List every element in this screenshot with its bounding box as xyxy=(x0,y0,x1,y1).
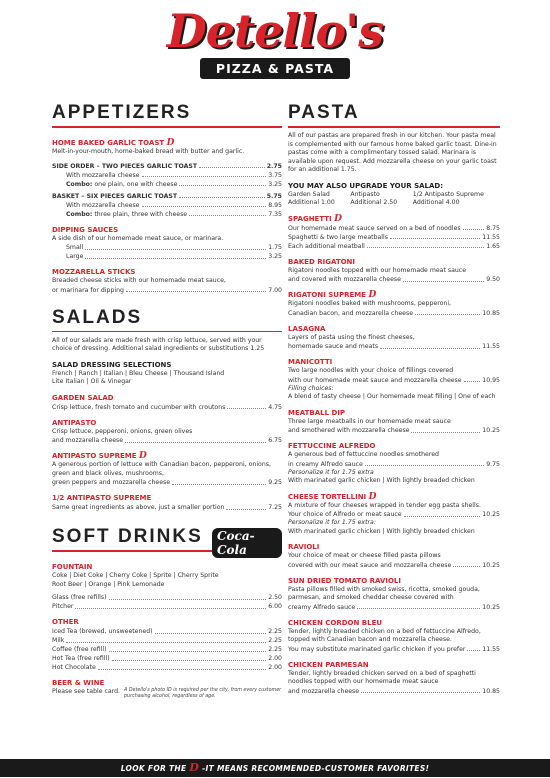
salads-header xyxy=(52,307,282,337)
sun-ravioli-name: SUN DRIED TOMATO RAVIOLI xyxy=(288,576,401,585)
fountain-line: Coke | Diet Coke | Cherry Coke | Sprite | Cherry Sprite xyxy=(52,572,219,579)
favorite-icon: D xyxy=(189,761,200,774)
menu-row: creamy Alfredo sauce 10.25 xyxy=(288,603,500,611)
antipasto-name: ANTIPASTO xyxy=(52,418,97,427)
spaghetti-name: SPAGHETTI D xyxy=(288,213,342,224)
menu-row: Pitcher 6.00 xyxy=(52,603,282,610)
menu-row: Combo: three plain, three with cheese 7.35 xyxy=(66,210,282,218)
pasta-header xyxy=(288,102,500,132)
pasta-intro: All of our pastas are prepared fresh in our kitchen. Your pasta meal is complemented with our famous home baked garlic toast. Dine-in pastas come with a complimentary tossed salad. Marinara is available upon request. Add mozzarella cheese on your garlic toast for an additional 1.75. xyxy=(288,132,497,173)
rigatoni-supreme-desc: Rigatoni noodles baked with mushrooms, pepperoni, xyxy=(288,300,452,307)
favorite-icon: D xyxy=(368,290,377,300)
menu-row: Iced Tea (brewed, unsweetened) 2.25 xyxy=(52,628,282,635)
menu-row: Canadian bacon, and mozzarella cheese 10.85 xyxy=(288,309,500,317)
footer-banner: LOOK FOR THE D -IT MEANS RECOMMENDED-CUSTOMER FAVORITES! xyxy=(0,759,550,777)
coca-cola-logo: Coca-Cola xyxy=(212,528,282,558)
fettuccine-personalize: Personalize it for 1.75 extra xyxy=(288,468,374,476)
menu-row: With mozzarella cheese 8.95 xyxy=(66,201,282,209)
menu-row: Each additional meatball 1.65 xyxy=(288,242,500,250)
right-column xyxy=(288,102,500,696)
garlic-toast-name: HOME BAKED GARLIC TOAST D xyxy=(52,138,175,148)
tortellini-personalize: Personalize it for 1.75 extra: xyxy=(288,519,376,526)
brand-logo xyxy=(0,4,550,79)
menu-row: Spaghetti & two large meatballs 11.55 xyxy=(288,233,500,241)
manicotti-fill: A blend of tasty cheese | Our homemade meat filling | One of each xyxy=(288,393,496,400)
menu-row: covered with our meat sauce and mozzarella cheese 10.25 xyxy=(288,561,500,569)
dressing-title: SALAD DRESSING SELECTIONS xyxy=(52,360,172,369)
lasagna-name: LASAGNA xyxy=(288,324,326,333)
rigatoni-name: BAKED RIGATONI xyxy=(288,257,356,266)
cordon-bleu-desc: Tender, lightly breaded chicken on a bed of fettuccine Alfredo, topped with Canadian bacon and mozzarella cheese. xyxy=(288,627,481,643)
section-rule xyxy=(52,126,282,128)
beer-wine-row xyxy=(52,688,282,700)
manicotti-fill-title: Filling choices: xyxy=(288,384,334,392)
favorite-icon: D xyxy=(138,451,147,461)
salads-intro: All of our salads are made fresh with crisp lettuce, served with your choice of dressing. Additional salad ingredients or substitutions 1.25 xyxy=(52,336,265,352)
garden-salad-name: GARDEN SALAD xyxy=(52,393,114,402)
menu-row: Same great ingredients as above, just a smaller portion 7.25 xyxy=(52,504,282,511)
cordon-bleu-name: CHICKEN CORDON BLEU xyxy=(288,618,383,627)
menu-row: With mozzarella cheese 3.75 xyxy=(66,171,282,179)
beer-wine-note: A Detello's photo ID is required per the city, from every customer purchasing alcohol, regardless of age. xyxy=(124,688,282,699)
menu-row: Coffee (free refill) 2.25 xyxy=(52,646,282,653)
salads-title: SALADS xyxy=(52,306,143,328)
antipasto-supreme-name: ANTIPASTO SUPREME D xyxy=(52,451,147,461)
menu-row: BASKET – SIX PIECES GARLIC TOAST 5.75 xyxy=(52,192,282,200)
menu-row: with our homemade meat sauce and mozzarella cheese 10.95 xyxy=(288,376,500,384)
sun-ravioli-desc: Pasta pillows filled with smoked swiss, ricotta, smoked gouda, parmesan, and smoked cheddar cheese covered with xyxy=(288,585,480,601)
antipasto-desc: Crisp lettuce, pepperoni, onions, green olives xyxy=(52,427,193,435)
menu-row: homemade sauce and meats 11.55 xyxy=(288,343,500,350)
fettuccine-name: FETTUCCINE ALFREDO xyxy=(288,442,376,450)
pasta-title: PASTA xyxy=(288,102,360,123)
menu-row: and mozzarella cheese 10.85 xyxy=(288,687,500,695)
fettuccine-options: With marinated garlic chicken | With lightly breaded chicken xyxy=(288,477,475,484)
fountain-name: FOUNTAIN xyxy=(52,563,93,571)
upgrade-title: YOU MAY ALSO UPGRADE YOUR SALAD: xyxy=(288,181,444,190)
rigatoni-desc: Rigatoni noodles topped with our homemade meat sauce xyxy=(288,266,466,274)
dressing-line: Lite Italian | Oil & Vinegar xyxy=(52,378,132,385)
drinks-title: SOFT DRINKS xyxy=(52,526,203,547)
dressing-line: French | Ranch | Italian | Bleu Cheese | Thousand Island xyxy=(52,369,225,377)
menu-row: and covered with mozzarella cheese 9.50 xyxy=(288,276,500,283)
ravioli-desc: Your choice of meat or cheese filled pasta pillows xyxy=(288,552,441,559)
menu-row: Glass (free refills) 2.50 xyxy=(52,594,282,601)
ravioli-name: RAVIOLI xyxy=(288,543,320,551)
tortellini-name: CHEESE TORTELLINI D xyxy=(288,491,377,502)
menu-row: Hot Chocolate 2.00 xyxy=(52,664,282,671)
fettuccine-desc: A generous bed of fettuccine noodles smothered xyxy=(288,451,439,458)
menu-row: Crisp lettuce, fresh tomato and cucumber with croutons 4.75 xyxy=(52,403,282,411)
dipping-desc: A side dish of our homemade meat sauce, or marinara. xyxy=(52,234,224,242)
mozz-sticks-name: MOZZARELLA STICKS xyxy=(52,268,136,276)
menu-row: Large 3.25 xyxy=(66,253,282,260)
menu-row: green peppers and mozzarella cheese 9.25 xyxy=(52,479,282,486)
mozz-sticks-desc: Breaded cheese sticks with our homemade meat sauce, xyxy=(52,277,226,284)
left-column xyxy=(52,102,282,700)
beer-wine-desc: Please see table card. xyxy=(52,688,121,695)
meatball-dip-desc: Three large meatballs in our homemade meat sauce xyxy=(288,417,451,425)
menu-row: and smothered with mozzarella cheese 10.25 xyxy=(288,427,500,434)
brand-name: Detello's xyxy=(166,4,384,58)
appetizers-title: APPETIZERS xyxy=(52,102,192,123)
tortellini-desc: A mixture of four cheeses wrapped in tender egg pasta shells. xyxy=(288,501,481,509)
half-antipasto-name: 1/2 ANTIPASTO SUPREME xyxy=(52,494,152,502)
menu-row: in creamy Alfredo sauce 9.75 xyxy=(288,460,500,468)
menu-row: Hot Tea (free refill) 2.00 xyxy=(52,655,282,662)
appetizers-header xyxy=(52,102,282,132)
section-rule xyxy=(52,331,282,333)
section-rule xyxy=(288,126,500,128)
favorite-icon: D xyxy=(368,491,377,502)
parmesan-desc: Tender, lightly breaded chicken served on a bed of spaghetti noodles topped with our homemade meat sauce xyxy=(288,669,476,685)
fountain-line: Root Beer | Orange | Pink Lemonade xyxy=(52,580,165,588)
favorite-icon: D xyxy=(334,213,342,224)
rigatoni-supreme-name: RIGATONI SUPREME D xyxy=(288,290,377,300)
upgrade-names: Garden Salad Antipasto 1/2 Antipasto Supreme xyxy=(288,190,484,198)
menu-row: and mozzarella cheese 6.75 xyxy=(52,437,282,444)
menu-row: Small 1.75 xyxy=(66,244,282,251)
parmesan-name: CHICKEN PARMESAN xyxy=(288,660,369,669)
dipping-sauces-name: DIPPING SAUCES xyxy=(52,225,119,234)
other-drinks-name: OTHER xyxy=(52,618,79,626)
garlic-toast-desc: Melt-in-your-mouth, home-baked bread with butter and garlic. xyxy=(52,148,245,155)
upgrade-prices: Additional 1.00 Additional 2.50 Additional 4.00 xyxy=(288,199,460,206)
menu-row: Our homemade meat sauce served on a bed of noodles 8.75 xyxy=(288,224,500,232)
manicotti-name: MANICOTTI xyxy=(288,358,333,366)
menu-row: Combo: one plain, one with cheese 3.25 xyxy=(66,180,282,188)
menu-row: Milk 2.25 xyxy=(52,637,282,644)
menu-row: Your choice of Alfredo or meat sauce 10.25 xyxy=(288,511,500,518)
drinks-header xyxy=(52,526,282,556)
lasagna-desc: Layers of pasta using the finest cheeses, xyxy=(288,333,415,341)
tortellini-options: With marinated garlic chicken | With lightly breaded chicken xyxy=(288,527,475,535)
antipasto-supreme-desc: A generous portion of lettuce with Canadian bacon, pepperoni, onions, green and black olives, mushrooms, xyxy=(52,461,271,477)
manicotti-desc: Two large noodles with your choice of fillings covered xyxy=(288,367,454,374)
favorite-icon: D xyxy=(166,138,175,148)
beer-wine-name: BEER & WINE xyxy=(52,679,105,687)
meatball-dip-name: MEATBALL DIP xyxy=(288,408,346,417)
menu-row: You may substitute marinated garlic chicken if you prefer 11.55 xyxy=(288,645,500,653)
menu-row: SIDE ORDER – TWO PIECES GARLIC TOAST 2.75 xyxy=(52,162,282,170)
brand-tagline: PIZZA & PASTA xyxy=(200,58,350,79)
menu-row: or marinara for dipping 7.00 xyxy=(52,286,282,294)
